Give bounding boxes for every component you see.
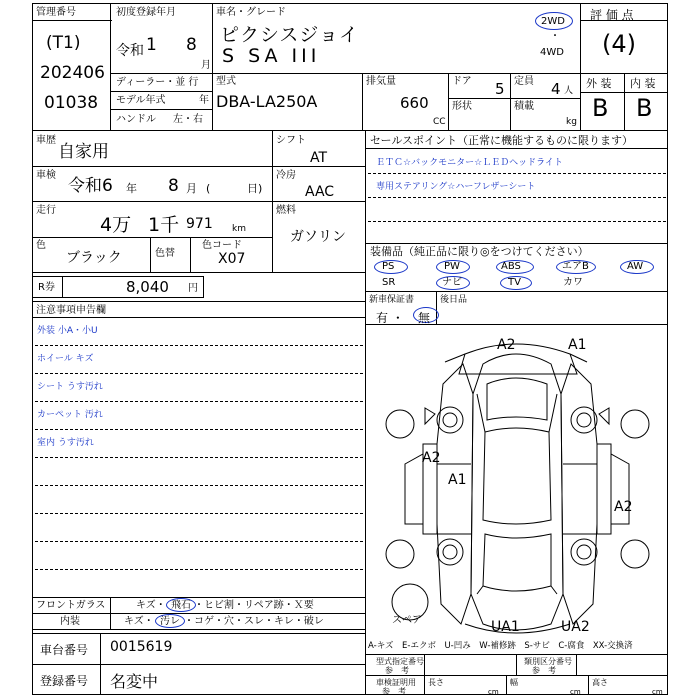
equip-airbag: エアB — [562, 261, 589, 272]
cm-2: cm — [570, 688, 581, 696]
haba-label: 幅 — [510, 678, 518, 687]
cc-unit: CC — [433, 117, 446, 127]
front-glass-label: フロントガラス — [36, 600, 106, 611]
teiin-value: 4 — [551, 80, 561, 98]
month-unit: 月 — [201, 60, 211, 71]
hyoka-value: (4) — [602, 30, 636, 58]
equip-tv: TV — [508, 277, 521, 288]
handle-label: ハンドル — [116, 114, 156, 125]
haikiryo-value: 660 — [400, 94, 429, 112]
sales-line1: ＥＴＣ☆バックモニター☆ＬＥＤヘッドライト — [376, 158, 563, 168]
soukou-label: 走行 — [36, 205, 56, 216]
keijo-label: 形状 — [452, 101, 472, 112]
frame-label: 車台番号 — [40, 643, 89, 657]
handle-value: 左・右 — [173, 114, 203, 125]
note-1: 外装 小A・小U — [37, 326, 98, 336]
equip-sr: SR — [382, 277, 396, 288]
equip-aw: AW — [627, 261, 644, 272]
rken-label: R券 — [38, 282, 55, 293]
model-year-label: モデル年式 — [116, 95, 166, 106]
color-code-label: 色コード — [202, 240, 242, 251]
grade: S SA III — [222, 45, 321, 67]
shift-label: シフト — [276, 135, 306, 146]
naisou-label: 内 装 — [630, 77, 656, 90]
sankou-2: 参 考 — [532, 666, 556, 675]
shaken-era: 令和6 — [68, 176, 113, 196]
cm-1: cm — [488, 688, 499, 696]
sales-title: セールスポイント（正常に機能するものに限ります） — [370, 134, 634, 147]
drive-2wd: 2WD — [541, 16, 565, 27]
sekisai-label: 積載 — [514, 101, 534, 112]
teiin-unit: 人 — [564, 86, 574, 96]
teiin-label: 定員 — [514, 76, 534, 87]
shareki-label: 車歴 — [36, 135, 56, 146]
mark-ua2: UA2 — [561, 619, 590, 635]
sales-line2: 専用ステアリング☆ハーフレザーシート — [376, 182, 536, 192]
door-value: 5 — [495, 80, 505, 98]
mark-ua1: UA1 — [491, 619, 520, 635]
equipment-title: 装備品（純正品に限り◎をつけてください） — [370, 245, 589, 258]
kanri-no2: 01038 — [44, 93, 99, 113]
front-glass-post: ・ヒビ割・リペア跡・Ｘ要 — [194, 600, 314, 611]
note-4: カーペット 汚れ — [37, 410, 103, 420]
shinsha-label: 新車保証書 — [369, 295, 415, 305]
mark-a1-top: A1 — [568, 337, 587, 353]
reg-value: 名変中 — [110, 672, 159, 691]
notes-title: 注意事項申告欄 — [36, 305, 106, 316]
equip-abs: ABS — [501, 261, 521, 272]
km-unit: km — [232, 224, 246, 234]
sankou-3: 参 考 — [382, 687, 406, 696]
mileage-sen: 1千 — [148, 214, 180, 236]
month: 8 — [186, 35, 197, 55]
takasa-label: 高さ — [592, 678, 608, 687]
mark-a1-left: A1 — [448, 472, 467, 488]
note-3: シート うす汚れ — [37, 382, 103, 392]
cm-3: cm — [652, 688, 663, 696]
car-name: ピクシスジョイ — [220, 24, 360, 46]
dealer-label: ディーラー・並 行 — [116, 77, 199, 88]
nagasa-label: 長さ — [428, 678, 444, 687]
shaken-tsuki: 月 — [186, 182, 197, 195]
mileage-man: 4万 — [100, 214, 132, 236]
iro-value: ブラック — [66, 250, 122, 266]
shoto-label: 初度登録年月 — [116, 7, 176, 18]
katashiki-value: DBA-LA250A — [216, 92, 318, 111]
year-unit: 年 — [199, 95, 209, 106]
door-label: ドア — [452, 76, 472, 87]
equip-ps: PS — [382, 261, 395, 272]
reg-label: 登録番号 — [40, 674, 89, 688]
shift-value: AT — [310, 150, 328, 166]
drive-dot: ・ — [550, 31, 560, 42]
rken-yen: 円 — [188, 283, 198, 294]
front-glass-pre: キズ・ — [136, 600, 166, 611]
ruibetsu-label: 類別区分番号 — [524, 657, 572, 666]
naisou-value: B — [636, 94, 653, 122]
kg-unit: kg — [566, 117, 577, 127]
hyoka-label: 評 価 点 — [590, 8, 634, 22]
mark-a2-top: A2 — [497, 337, 516, 353]
kanri-no1: 202406 — [40, 63, 105, 83]
inner-label: 内装 — [60, 616, 80, 627]
nenryo-value: ガソリン — [290, 229, 346, 245]
drive-4wd: 4WD — [540, 47, 564, 58]
shaken-label: 車検 — [36, 170, 56, 181]
mileage-rest: 971 — [186, 216, 213, 232]
warranty-value: 有 ・ — [376, 311, 404, 325]
note-2: ホイール キズ — [37, 354, 94, 364]
equip-pw: PW — [444, 261, 460, 272]
note-5: 室内 うす汚れ — [37, 438, 94, 448]
equip-navi: ナビ — [442, 277, 462, 288]
shareki-value: 自家用 — [58, 142, 109, 162]
nenryo-label: 燃料 — [276, 205, 296, 216]
damage-legend: A-キズ E-エクボ U-凹み W-補修跡 S-サビ C-腐食 XX-交換済 — [368, 641, 633, 651]
shaken-sho-label: 車検証明用 — [376, 678, 416, 687]
katashiki-shitei-label: 型式指定番号 — [376, 657, 424, 666]
spare-label: スペア — [392, 615, 422, 626]
haikiryo-label: 排気量 — [366, 76, 396, 87]
reibou-value: AAC — [305, 184, 335, 200]
katashiki-label: 型式 — [216, 76, 236, 87]
name-label: 車名・グレード — [216, 7, 286, 18]
shaken-day-close: 日) — [247, 182, 263, 195]
warranty-circled: 無 — [418, 311, 431, 325]
front-glass-circled: 飛石 — [171, 600, 191, 611]
frame-value: 0015619 — [110, 639, 173, 655]
inner-circled: 汚レ — [160, 616, 180, 627]
era-year: 1 — [146, 35, 157, 55]
sankou-1: 参 考 — [385, 666, 409, 675]
era: 令和 — [116, 43, 144, 59]
shaken-day-open: ( — [206, 182, 211, 195]
gaisou-label: 外 装 — [586, 77, 612, 90]
rken-value: 8,040 — [126, 278, 169, 296]
gaisou-value: B — [592, 94, 609, 122]
bihin-label: 後日品 — [440, 295, 468, 305]
kanri-t: (T1) — [46, 33, 81, 53]
rken-box — [32, 276, 204, 298]
irogae-label: 色替 — [155, 248, 175, 259]
car-diagram — [365, 324, 668, 640]
mark-a2-right: A2 — [614, 499, 633, 515]
reibou-label: 冷房 — [276, 170, 296, 181]
inner-pre: キズ・ — [124, 616, 154, 627]
kanri-label: 管理番号 — [36, 7, 76, 18]
shaken-month: 8 — [168, 176, 179, 196]
mark-a2-left: A2 — [422, 450, 441, 466]
iro-label: 色 — [36, 240, 46, 251]
equip-kawa: カワ — [563, 277, 583, 288]
color-code: X07 — [218, 251, 246, 267]
shaken-nen: 年 — [126, 182, 137, 195]
inner-post: ・コゲ・穴・スレ・キレ・破レ — [184, 616, 324, 627]
